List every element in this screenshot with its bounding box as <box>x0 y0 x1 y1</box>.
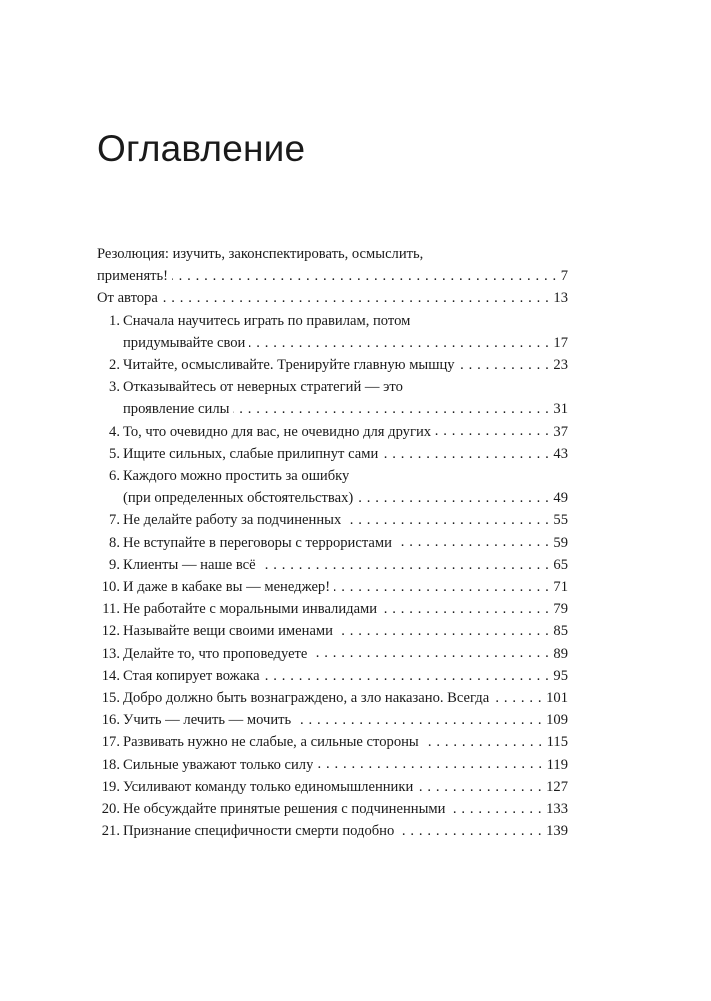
toc-entry-number: 11. <box>102 601 120 618</box>
toc-entry[interactable] <box>97 532 568 554</box>
toc-entry-page-number: 7 <box>560 268 568 285</box>
toc-entry-page-number: 59 <box>553 534 568 551</box>
toc-entry-page-number: 17 <box>553 334 568 351</box>
toc-entry-title: От автора <box>97 290 158 307</box>
toc-entry[interactable] <box>97 421 568 443</box>
toc-entry-title: Не делайте работу за подчиненных <box>123 512 342 529</box>
toc-entry-page-number: 109 <box>546 712 568 729</box>
toc-entry-number: 12. <box>101 623 120 640</box>
toc-entry-title: Развивать нужно не слабые, а сильные стороны <box>123 734 419 751</box>
toc-entry-page-number: 65 <box>553 556 568 573</box>
toc-entry-title: Признание специфичности смерти подобно <box>123 823 395 840</box>
toc-entry-page-number: 13 <box>553 290 568 307</box>
toc-entry-page-number: 55 <box>553 512 568 529</box>
toc-entry-number: 6. <box>109 468 120 485</box>
dot-leader <box>249 332 549 347</box>
toc-entry-title: Не вступайте в переговоры с террористами <box>123 534 392 551</box>
toc-entry[interactable] <box>97 709 568 731</box>
toc-entry-number: 15. <box>101 690 120 707</box>
toc-entry[interactable] <box>97 820 568 842</box>
dot-leader <box>396 532 549 547</box>
toc-entry[interactable] <box>97 554 568 576</box>
toc-entry-number: 20. <box>101 801 120 818</box>
dot-leader <box>172 266 557 281</box>
toc-entry-title: придумывайте свои <box>123 334 246 351</box>
page-title: Оглавление <box>97 128 306 169</box>
dot-leader <box>233 399 549 414</box>
dot-leader <box>264 665 550 680</box>
dot-leader <box>459 354 550 369</box>
toc-entry-number: 21. <box>101 823 120 840</box>
toc-entry-number: 8. <box>109 534 120 551</box>
toc-entry-title-line1: Сначала научитесь играть по правилам, потом <box>123 312 411 329</box>
toc-entry-page-number: 95 <box>553 667 568 684</box>
toc-entry-title: Усиливают команду только единомышленники <box>123 778 414 795</box>
toc-entry-number: 16. <box>101 712 120 729</box>
toc-entry-number: 9. <box>109 556 120 573</box>
toc-entry-title: Учить — лечить — мочить <box>123 712 292 729</box>
toc-entry[interactable] <box>97 354 568 376</box>
toc-entry-number: 19. <box>101 778 120 795</box>
toc-entry-number: 10. <box>101 579 120 596</box>
toc-entry-number: 4. <box>109 423 120 440</box>
toc-entry-page-number: 23 <box>553 357 568 374</box>
dot-leader <box>417 776 542 791</box>
toc-entry[interactable] <box>97 665 568 687</box>
toc-entry[interactable] <box>97 243 568 287</box>
dot-leader <box>423 732 543 747</box>
dot-leader <box>311 643 549 658</box>
toc-entry-number: 3. <box>109 379 120 396</box>
toc-entry-title: И даже в кабаке вы — менеджер! <box>123 579 331 596</box>
toc-entry-title: Стая копирует вожака <box>123 667 260 684</box>
toc-entry-page-number: 127 <box>546 778 568 795</box>
toc-entry-title: Ищите сильных, слабые прилипнут сами <box>123 445 379 462</box>
dot-leader <box>493 687 542 702</box>
dot-leader <box>345 510 549 525</box>
toc-entry-page-number: 43 <box>553 445 568 462</box>
toc-entry-number: 18. <box>101 756 120 773</box>
toc-entry-title: Клиенты — наше всё <box>123 556 256 573</box>
toc-entry-title: Делайте то, что проповедуете <box>123 645 308 662</box>
toc-entry[interactable] <box>97 287 568 309</box>
toc-entry-title: Добро должно быть вознаграждено, а зло наказано. Всегда <box>123 690 490 707</box>
toc-entry[interactable] <box>97 643 568 665</box>
toc-entry-title: Не обсуждайте принятые решения с подчиненными <box>123 801 446 818</box>
table-of-contents <box>97 243 568 842</box>
toc-entry[interactable] <box>97 376 568 420</box>
toc-entry-number: 5. <box>109 445 120 462</box>
dot-leader <box>449 798 542 813</box>
toc-entry[interactable] <box>97 620 568 642</box>
dot-leader <box>260 554 550 569</box>
dot-leader <box>162 288 550 303</box>
toc-entry-number: 17. <box>101 734 120 751</box>
toc-entry-page-number: 85 <box>553 623 568 640</box>
toc-entry[interactable] <box>97 310 568 354</box>
toc-entry[interactable] <box>97 731 568 753</box>
dot-leader <box>382 443 549 458</box>
dot-leader <box>435 421 549 436</box>
toc-entry-title: Читайте, осмысливайте. Тренируйте главную мышцу <box>123 357 455 374</box>
toc-entry-page-number: 49 <box>553 490 568 507</box>
toc-entry[interactable] <box>97 598 568 620</box>
toc-entry[interactable] <box>97 687 568 709</box>
toc-entry[interactable] <box>97 754 568 776</box>
toc-entry-number: 1. <box>109 312 120 329</box>
toc-entry-page-number: 89 <box>553 645 568 662</box>
toc-entry-title: То, что очевидно для вас, не очевидно для других <box>123 423 432 440</box>
toc-entry[interactable] <box>97 465 568 509</box>
toc-entry-page-number: 79 <box>553 601 568 618</box>
toc-entry-page-number: 119 <box>546 756 568 773</box>
toc-entry[interactable] <box>97 776 568 798</box>
toc-entry-page-number: 31 <box>553 401 568 418</box>
toc-entry[interactable] <box>97 509 568 531</box>
toc-entry-number: 14. <box>101 667 120 684</box>
dot-leader <box>357 488 549 503</box>
toc-entry-title: проявление силы <box>123 401 230 418</box>
toc-entry[interactable] <box>97 798 568 820</box>
toc-entry-title-line1: Каждого можно простить за ошибку <box>123 468 350 485</box>
dot-leader <box>295 710 542 725</box>
toc-entry-title-line1: Резолюция: изучить, законспектировать, осмыслить, <box>97 246 424 262</box>
dot-leader <box>398 821 542 836</box>
toc-entry[interactable] <box>97 576 568 598</box>
dot-leader <box>381 599 549 614</box>
toc-entry-page-number: 133 <box>546 801 568 818</box>
toc-entry-title: Сильные уважают только силу <box>123 756 314 773</box>
dot-leader <box>317 754 542 769</box>
toc-entry-page-number: 37 <box>553 423 568 440</box>
toc-entry-title: Называйте вещи своими именами <box>123 623 333 640</box>
dot-leader <box>337 621 549 636</box>
toc-entry-title: (при определенных обстоятельствах) <box>123 490 354 507</box>
toc-entry[interactable] <box>97 443 568 465</box>
toc-entry-title-line1: Отказывайтесь от неверных стратегий — это <box>123 379 403 396</box>
toc-entry-page-number: 115 <box>546 734 568 751</box>
toc-entry-page-number: 139 <box>546 823 568 840</box>
toc-entry-number: 13. <box>101 645 120 662</box>
toc-entry-title: применять! <box>97 268 169 285</box>
toc-entry-number: 2. <box>109 357 120 374</box>
toc-entry-page-number: 101 <box>546 690 568 707</box>
toc-entry-page-number: 71 <box>553 579 568 596</box>
toc-entry-number: 7. <box>109 512 120 529</box>
toc-entry-title: Не работайте с моральными инвалидами <box>123 601 378 618</box>
dot-leader <box>334 576 549 591</box>
